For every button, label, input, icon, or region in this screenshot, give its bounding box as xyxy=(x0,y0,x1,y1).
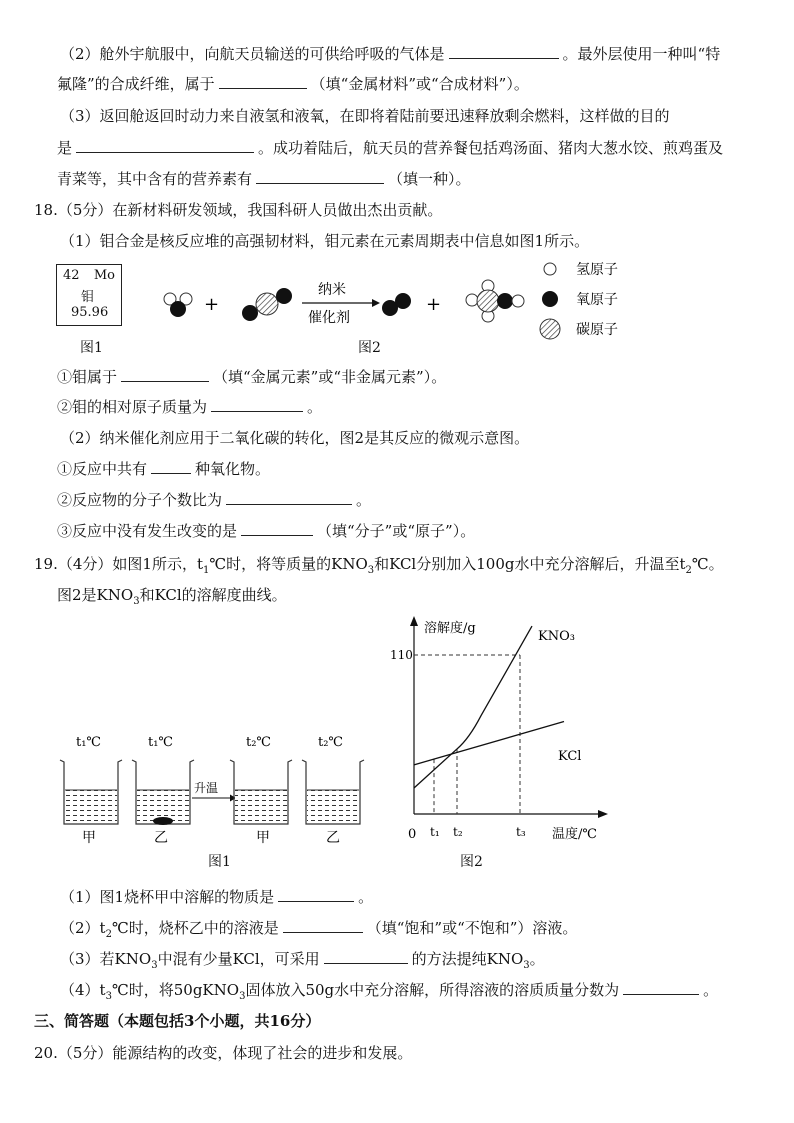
x-tick-1: t₁ xyxy=(430,825,440,839)
q18-fig2-caption: 图2 xyxy=(358,340,381,356)
q18-part2-text: （2）纳米催化剂应用于二氧化碳的转化，图2是其反应的微观示意图。 xyxy=(60,429,530,447)
q18-react3: ③反应中没有发生改变的是 （填“分子”或“原子”）。 xyxy=(57,522,476,540)
q19-sub3: （3）若$KNO_3$中混有少量KCl，可采用 的方法提纯$KNO_3$。 xyxy=(60,950,545,971)
legend-hydrogen-label: 氢原子 xyxy=(576,262,618,278)
heat-label: 升温 xyxy=(194,781,219,795)
q17-line-2b: 氟隆”的合成纤维，属于 （填“金属材料”或“合成材料”）。 xyxy=(57,75,529,93)
element-symbol: Mo xyxy=(93,268,115,283)
co2-molecule xyxy=(242,288,292,321)
element-number: 42 xyxy=(63,268,80,283)
beaker-2 xyxy=(132,735,194,846)
q17-answer-blank-nutrient[interactable] xyxy=(256,169,384,184)
legend-hydrogen-icon xyxy=(544,263,556,275)
series-kcl-label: KCl xyxy=(558,749,582,764)
beaker-3-label: 甲 xyxy=(256,830,270,846)
q18-answer-blank-oxides[interactable] xyxy=(151,459,191,474)
q18-fig1-caption: 图1 xyxy=(80,340,103,356)
beaker-2-temp: t₁℃ xyxy=(148,735,173,750)
q18-answer-blank-unchanged[interactable] xyxy=(241,521,313,536)
q19-heading: 19.（4分）如图1所示，$t_1℃$时，将等质量的$KNO_3$和KCl分别加入100g水中充分溶解后，升温至$t_2℃$。 xyxy=(34,555,724,576)
water-molecule xyxy=(164,293,192,317)
series-kno3-label: KNO₃ xyxy=(538,629,575,644)
q17-line-2a: （2）舱外宇航服中，向航天员输送的可供给呼吸的气体是 。最外层使用一种叫“特 xyxy=(60,45,721,63)
series-kcl-line xyxy=(414,721,564,764)
element-name: 钼 xyxy=(81,290,95,305)
reaction-diagram xyxy=(150,256,630,342)
methanol-molecule xyxy=(466,280,524,322)
undissolved-solid xyxy=(153,817,173,825)
origin-label: 0 xyxy=(408,827,417,842)
beaker-1-label: 甲 xyxy=(82,830,96,846)
q19-fig1-caption: 图1 xyxy=(208,854,231,870)
element-mass: 95.96 xyxy=(71,305,109,320)
y-axis-arrow xyxy=(410,616,418,626)
q19-line2: 图2是$KNO_3$和KCl的溶解度曲线。 xyxy=(57,586,287,607)
beaker-4-temp: t₂℃ xyxy=(318,735,343,750)
q17-line-3a: （3）返回舱返回时动力来自液氢和液氧，在即将着陆前要迅速释放剩余燃料，这样做的目的 xyxy=(60,107,670,125)
arrow-label-top: 纳米 xyxy=(318,282,346,298)
q20-heading: 20.（5分）能源结构的改变，体现了社会的进步和发展。 xyxy=(34,1044,413,1062)
q17-answer-blank-material[interactable] xyxy=(219,74,307,89)
section-3-heading: 三、简答题（本题包括3个小题，共16分） xyxy=(34,1012,321,1030)
q17-line-3c: 青菜等，其中含有的营养素有 （填一种）。 xyxy=(57,170,471,188)
beakers-figure xyxy=(52,728,382,848)
beaker-1 xyxy=(60,735,122,846)
legend-oxygen-icon xyxy=(542,291,558,307)
legend-carbon-label: 碳原子 xyxy=(576,322,618,338)
beaker-2-label: 乙 xyxy=(154,830,168,846)
q18-answer-blank-atomic-mass[interactable] xyxy=(211,397,303,412)
q17-line-3b: 是 。成功着陆后，航天员的营养餐包括鸡汤面、猪肉大葱水饺、煎鸡蛋及 xyxy=(57,139,724,157)
q18-answer-blank-element-type[interactable] xyxy=(121,367,209,382)
beaker-4-label: 乙 xyxy=(326,830,340,846)
q18-heading: 18.（5分）在新材料研发领域，我国科研人员做出杰出贡献。 xyxy=(34,201,443,219)
beaker-3 xyxy=(230,735,292,846)
q19-sub4: $(4)t_3℃$时，将50gKNO$_3$固体放入50g水中充分溶解，所得溶液的溶质质量分数为 。 xyxy=(60,981,719,1002)
plus-sign-1: + xyxy=(204,294,220,315)
q18-answer-blank-ratio[interactable] xyxy=(226,490,352,505)
x-tick-3: t₃ xyxy=(516,825,526,839)
beaker-1-temp: t₁℃ xyxy=(76,735,101,750)
y-tick-110: 110 xyxy=(390,648,413,662)
y-axis-label: 溶解度/g xyxy=(424,621,476,636)
o2-molecule xyxy=(382,293,411,316)
q19-sub1: （1）图1烧杯甲中溶解的物质是 。 xyxy=(60,888,374,906)
q19-answer-blank-solute[interactable] xyxy=(278,887,354,902)
q19-fig2-caption: 图2 xyxy=(460,854,483,870)
q17-answer-blank-gas[interactable] xyxy=(449,44,559,59)
q18-sub2: ②钼的相对原子质量为 。 xyxy=(57,398,323,416)
element-card xyxy=(56,264,122,326)
q18-part1-text: （1）钼合金是核反应堆的高强韧材料，钼元素在元素周期表中信息如图1所示。 xyxy=(60,232,590,250)
q18-sub1: ①钼属于 （填“金属元素”或“非金属元素”）。 xyxy=(57,368,447,386)
legend-carbon-icon xyxy=(540,319,560,339)
reaction-arrow-head xyxy=(372,299,380,307)
x-tick-2: t₂ xyxy=(453,825,463,839)
arrow-label-bottom: 催化剂 xyxy=(308,310,350,326)
beaker-3-temp: t₂℃ xyxy=(246,735,271,750)
q19-sub2: $(2)t_2℃$时，烧杯乙中的溶液是 （填“饱和”或“不饱和”）溶液。 xyxy=(60,919,578,940)
solubility-chart xyxy=(390,612,630,842)
q18-react1: ①反应中共有 种氧化物。 xyxy=(57,460,271,478)
x-axis-label: 温度/℃ xyxy=(552,827,597,842)
legend-oxygen-label: 氧原子 xyxy=(576,292,618,308)
x-axis-arrow xyxy=(598,810,608,818)
beaker-4 xyxy=(302,735,364,846)
series-kno3-line xyxy=(414,626,532,788)
plus-sign-2: + xyxy=(426,294,442,315)
q19-answer-blank-mass-fraction[interactable] xyxy=(623,980,699,995)
q19-answer-blank-saturation[interactable] xyxy=(283,918,363,933)
q18-react2: ②反应物的分子个数比为 。 xyxy=(57,491,372,509)
q17-answer-blank-purpose[interactable] xyxy=(76,138,254,153)
q19-answer-blank-method[interactable] xyxy=(324,949,408,964)
